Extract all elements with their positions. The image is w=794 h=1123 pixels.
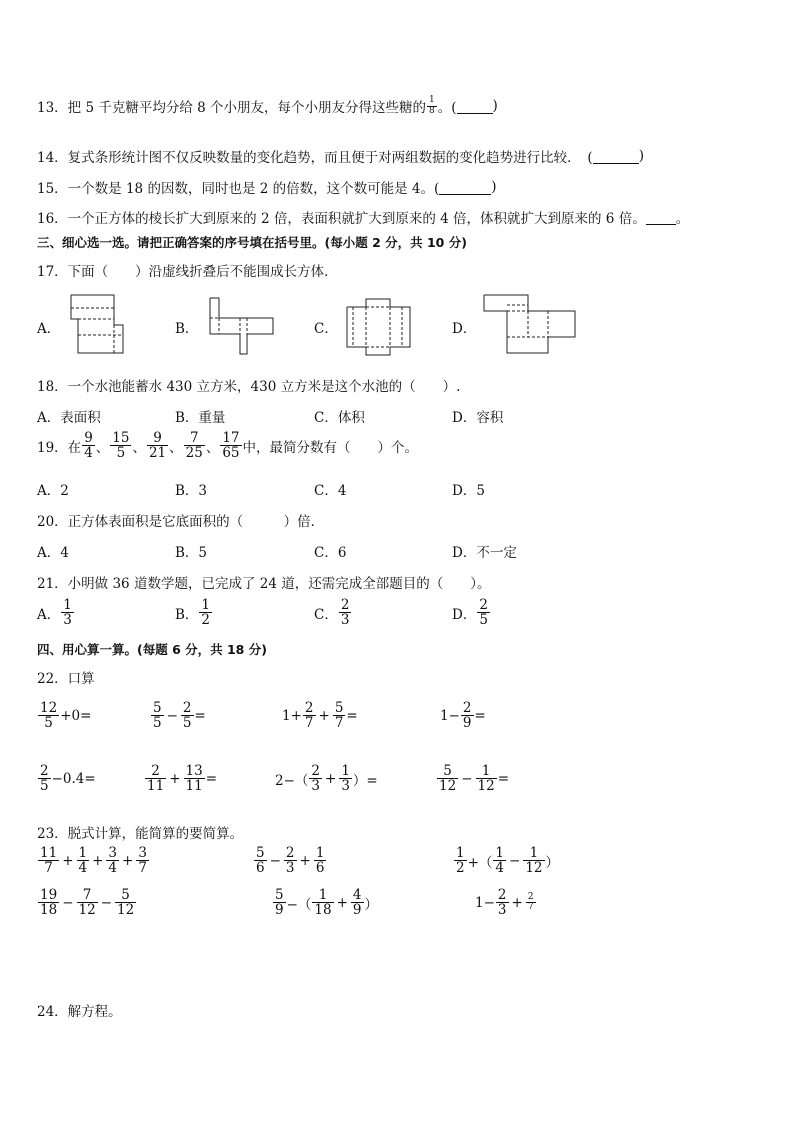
q17-option-a-label[interactable]: A． xyxy=(37,321,61,337)
q21-option-a[interactable]: A． $\frac{1}{3}$ xyxy=(37,597,72,629)
q17-net-b-figure xyxy=(207,296,275,356)
q19-fraction: $\frac{15}{5}$ xyxy=(112,430,130,462)
q23-expression-2: $\frac{5}{6}$ − $\frac{2}{3}$ + $\frac{1}{6}$ xyxy=(256,845,325,877)
question-16: 16．一个正方体的棱长扩大到原来的 2 倍，表面积就扩大到原来的 4 倍，体积就扩大到原来的 6 倍。 。 xyxy=(37,207,689,227)
q22-expression-7: 2−（ $\frac{2}{3}$ + $\frac{1}{3}$ ）= xyxy=(275,763,378,795)
q22-expression-6: $\frac{2}{11}$ + $\frac{13}{11}$ = xyxy=(147,763,217,795)
q22-expression-4: 1− $\frac{2}{9}$ = xyxy=(440,700,486,732)
q19-fraction: $\frac{9}{21}$ xyxy=(148,430,167,462)
q21-fraction-d: $\frac{2}{5}$ xyxy=(479,597,488,629)
q13-answer-blank[interactable] xyxy=(457,99,493,114)
q22-title: 22．口算 xyxy=(37,671,95,687)
q15-text: 15．一个数是 18 的因数，同时也是 2 的倍数，这个数可能是 4。( xyxy=(37,181,440,197)
q17-net-c-figure xyxy=(344,297,414,357)
q22-expression-5: $\frac{2}{5}$ −0.4= xyxy=(40,763,96,795)
q14-text: 14．复式条形统计图不仅反映数量的变化趋势，而且便于对两组数据的变化趋势进行比较． ( xyxy=(37,150,593,166)
q19-option-d[interactable]: D．5 xyxy=(452,483,485,499)
question-13: 13．把 5 千克糖平均分给 8 个小朋友，每个小朋友分得这些糖的 $\frac{1}{8}$ 。( ) xyxy=(37,95,498,116)
q18-option-a[interactable]: A．表面积 xyxy=(37,410,101,426)
q21-option-d[interactable]: D． $\frac{2}{5}$ xyxy=(452,597,488,629)
q20-option-c[interactable]: C．6 xyxy=(314,545,347,561)
q23-expression-4: $\frac{19}{18}$ − $\frac{7}{12}$ − $\frac{5}{12}$ xyxy=(40,887,135,919)
q22-expression-2: $\frac{5}{5}$ − $\frac{2}{5}$ = xyxy=(153,700,206,732)
q17-option-d-label[interactable]: D． xyxy=(452,321,477,337)
q21-fraction-a: $\frac{1}{3}$ xyxy=(63,597,72,629)
q17-text: 17．下面（ ）沿虚线折叠后不能围成长方体． xyxy=(37,264,338,280)
q21-fraction-c: $\frac{2}{3}$ xyxy=(340,597,350,629)
q17-net-d-figure xyxy=(481,293,579,355)
q22-expression-3: 1+ $\frac{2}{7}$ + $\frac{5}{7}$ = xyxy=(282,700,358,732)
q23-expression-1: $\frac{11}{7}$ + $\frac{1}{4}$ + $\frac{3}{4}$ + $\frac{3}{7}$ xyxy=(40,845,147,877)
q20-option-a[interactable]: A．4 xyxy=(37,545,69,561)
q21-option-c[interactable]: C． $\frac{2}{3}$ xyxy=(314,597,350,629)
q19-fraction: $\frac{9}{4}$ xyxy=(84,430,93,462)
question-14: 14．复式条形统计图不仅反映数量的变化趋势，而且便于对两组数据的变化趋势进行比较． ( ) xyxy=(37,148,644,166)
q14-answer-blank[interactable] xyxy=(593,149,639,164)
q18-text: 18．一个水池能蓄水 430 立方米，430 立方米是这个水池的（ ）. xyxy=(37,379,461,395)
q18-option-c[interactable]: C．体积 xyxy=(314,410,365,426)
question-19: 19．在 $\frac{9}{4}$ 、 $\frac{15}{5}$ 、 $\frac{9}{21}$ 、 $\frac{7}{25}$ 、 $\frac{17}{65}$ 中，最简分数有（ ）个。 xyxy=(37,430,419,462)
q17-option-b-label[interactable]: B． xyxy=(175,321,199,337)
q23-title: 23．脱式计算，能简算的要简算。 xyxy=(37,826,244,842)
q20-option-d[interactable]: D．不一定 xyxy=(452,545,517,561)
q23-expression-5: $\frac{5}{9}$ −（ $\frac{1}{18}$ + $\frac{4}{9}$ ） xyxy=(275,887,378,919)
q21-option-b[interactable]: B． $\frac{1}{2}$ xyxy=(175,597,211,629)
q17-net-a-figure xyxy=(68,293,126,355)
q19-option-a[interactable]: A．2 xyxy=(37,483,69,499)
q18-option-d[interactable]: D．容积 xyxy=(452,410,504,426)
q23-expression-3: $\frac{1}{2}$ +（ $\frac{1}{4}$ − $\frac{1}{12}$ ） xyxy=(456,845,559,877)
q19-option-b[interactable]: B．3 xyxy=(175,483,208,499)
q21-fraction-b: $\frac{1}{2}$ xyxy=(201,597,211,629)
q16-answer-blank[interactable] xyxy=(646,210,676,225)
q19-fraction: $\frac{17}{65}$ xyxy=(222,430,240,462)
q15-answer-blank[interactable] xyxy=(439,180,491,195)
q13-fraction: $\frac{1}{8}$ xyxy=(429,95,435,116)
q20-text: 20．正方体表面积是它底面积的（ ）倍． xyxy=(37,514,325,530)
q13-text: 13．把 5 千克糖平均分给 8 个小朋友，每个小朋友分得这些糖的 xyxy=(37,100,427,116)
q22-expression-8: $\frac{5}{12}$ − $\frac{1}{12}$ = xyxy=(439,763,509,795)
q21-text: 21．小明做 36 道数学题，已完成了 24 道，还需完成全部题目的（ ）。 xyxy=(37,576,491,592)
section-4-heading: 四、用心算一算。(每题 6 分，共 18 分) xyxy=(37,642,267,657)
q16-text: 16．一个正方体的棱长扩大到原来的 2 倍，表面积就扩大到原来的 4 倍，体积就扩大到原来的 6 倍。 xyxy=(37,211,646,227)
question-15: 15．一个数是 18 的因数，同时也是 2 的倍数，这个数可能是 4。( ) xyxy=(37,179,497,197)
section-3-heading: 三、细心选一选。请把正确答案的序号填在括号里。(每小题 2 分，共 10 分) xyxy=(37,235,467,250)
q19-option-c[interactable]: C．4 xyxy=(314,483,347,499)
q17-option-c-label[interactable]: C． xyxy=(314,321,338,337)
q19-fraction: $\frac{7}{25}$ xyxy=(185,430,203,462)
q18-option-b[interactable]: B．重量 xyxy=(175,410,226,426)
q23-expression-6: 1− $\frac{2}{3}$ + $\frac{2}{7}$ xyxy=(475,887,534,919)
q20-option-b[interactable]: B．5 xyxy=(175,545,208,561)
q24-title: 24．解方程。 xyxy=(37,1004,122,1020)
q22-expression-1: $\frac{12}{5}$ +0= xyxy=(40,700,92,732)
